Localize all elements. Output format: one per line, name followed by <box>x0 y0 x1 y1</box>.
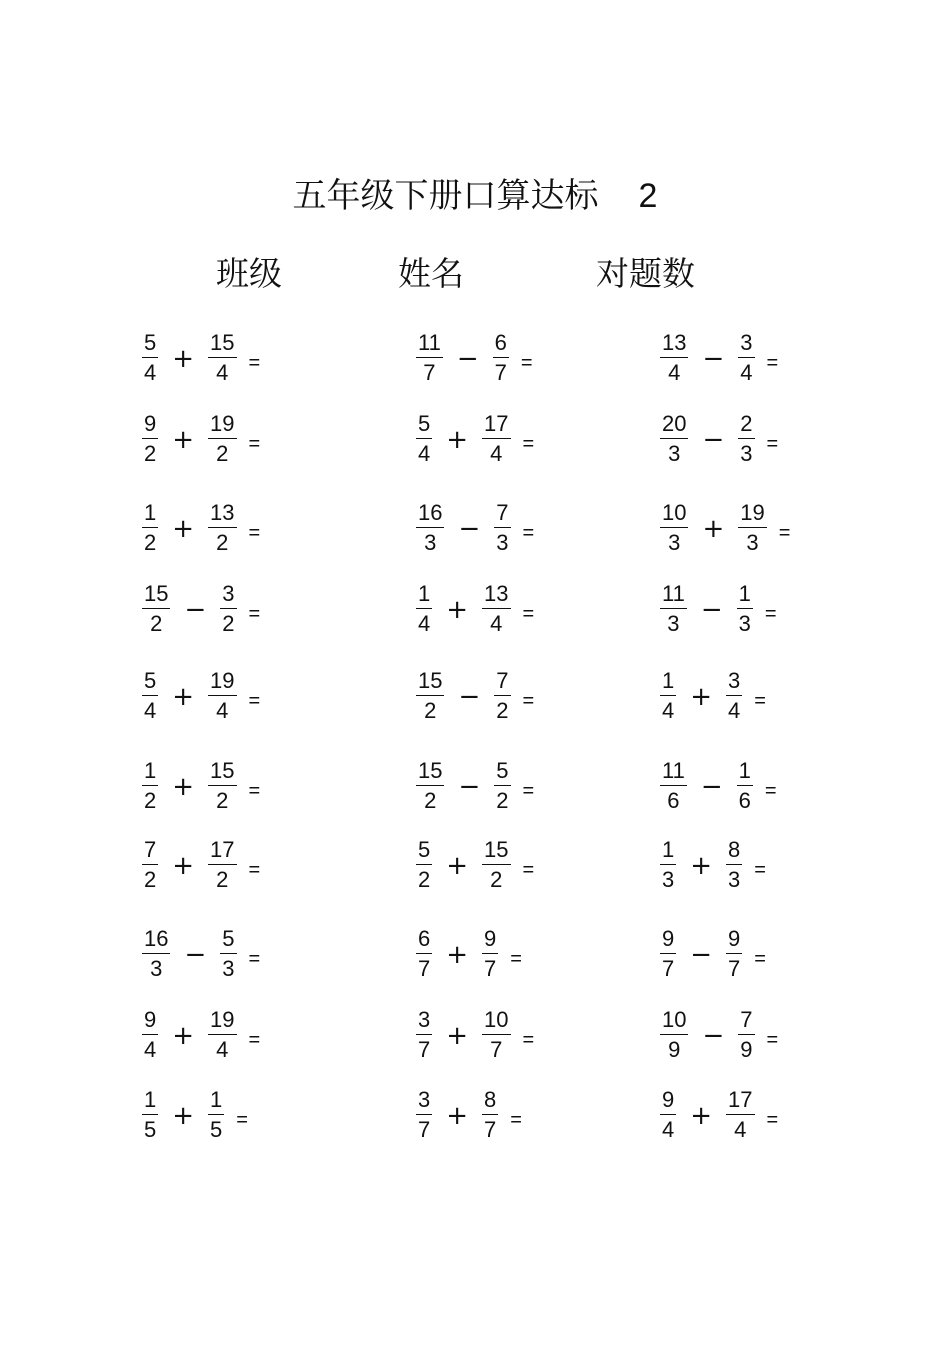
denominator: 7 <box>418 956 431 981</box>
fraction <box>482 583 510 635</box>
fraction <box>482 1009 510 1061</box>
fraction <box>416 839 432 891</box>
numerator: 1 <box>142 1089 158 1115</box>
plus-operator: + <box>690 851 713 881</box>
denominator: 3 <box>662 867 675 892</box>
numerator: 1 <box>208 1089 224 1115</box>
fraction <box>494 670 510 722</box>
equals-sign: = <box>248 351 261 374</box>
equals-sign: = <box>520 351 533 374</box>
numerator: 9 <box>142 413 158 439</box>
equals-sign: = <box>522 521 535 544</box>
numerator: 20 <box>660 413 688 439</box>
denominator: 4 <box>144 1037 157 1062</box>
fraction <box>208 502 236 554</box>
denominator: 3 <box>424 530 437 555</box>
fraction <box>416 1009 432 1061</box>
numerator: 10 <box>660 1009 688 1035</box>
minus-operator: − <box>690 940 713 970</box>
fraction <box>416 413 432 465</box>
fraction <box>494 502 510 554</box>
plus-operator: + <box>172 1021 195 1051</box>
fraction <box>416 332 443 384</box>
plus-operator: + <box>172 772 195 802</box>
fraction <box>416 670 444 722</box>
fraction <box>142 583 170 635</box>
problem-row <box>660 1087 778 1143</box>
fraction <box>208 670 236 722</box>
denominator: 6 <box>738 788 751 813</box>
fraction <box>726 839 742 891</box>
denominator: 5 <box>210 1117 223 1142</box>
minus-operator: − <box>458 682 481 712</box>
fraction <box>660 670 676 722</box>
minus-operator: − <box>458 772 481 802</box>
denominator: 2 <box>418 867 431 892</box>
score-field-label: 对题数 <box>596 254 695 293</box>
numerator: 3 <box>416 1089 432 1115</box>
denominator: 3 <box>150 956 163 981</box>
equals-sign: = <box>754 858 766 881</box>
plus-operator: + <box>702 514 725 544</box>
numerator: 13 <box>482 583 510 609</box>
numerator: 3 <box>726 670 742 696</box>
equals-sign: = <box>764 602 777 625</box>
fraction <box>142 413 158 465</box>
numerator: 6 <box>416 928 432 954</box>
equals-sign: = <box>510 947 522 970</box>
denominator: 4 <box>668 360 681 385</box>
denominator: 4 <box>490 441 503 466</box>
numerator: 5 <box>220 928 236 954</box>
title-text: 五年级下册口算达标 <box>292 176 599 216</box>
fraction <box>660 502 688 554</box>
fraction <box>660 583 687 635</box>
fraction <box>416 928 432 980</box>
denominator: 2 <box>496 698 509 723</box>
equals-sign: = <box>248 779 261 802</box>
problem-row <box>142 1087 248 1143</box>
plus-operator: + <box>446 851 469 881</box>
numerator: 10 <box>482 1009 510 1035</box>
plus-operator: + <box>446 595 469 625</box>
title-number: 2 <box>638 177 658 215</box>
numerator: 9 <box>482 928 498 954</box>
numerator: 19 <box>208 413 236 439</box>
denominator: 2 <box>216 441 229 466</box>
fraction <box>482 839 510 891</box>
denominator: 2 <box>496 788 509 813</box>
fraction <box>142 332 158 384</box>
numerator: 5 <box>142 670 158 696</box>
fraction <box>738 332 754 384</box>
fraction <box>416 760 444 812</box>
denominator: 4 <box>216 698 229 723</box>
page-title <box>0 168 950 217</box>
problem-row <box>416 500 534 556</box>
fraction <box>738 413 754 465</box>
numerator: 11 <box>416 332 443 358</box>
problem-row <box>416 411 534 467</box>
numerator: 17 <box>208 839 236 865</box>
numerator: 9 <box>142 1009 158 1035</box>
fraction <box>416 1089 432 1141</box>
denominator: 4 <box>662 1117 675 1142</box>
equals-sign: = <box>522 432 535 455</box>
numerator: 19 <box>208 1009 236 1035</box>
numerator: 15 <box>416 670 444 696</box>
equals-sign: = <box>522 858 535 881</box>
problem-row <box>416 668 534 724</box>
denominator: 4 <box>490 611 503 636</box>
minus-operator: − <box>458 514 481 544</box>
problem-row <box>660 668 766 724</box>
fraction <box>660 1009 688 1061</box>
numerator: 19 <box>738 502 766 528</box>
denominator: 7 <box>418 1037 431 1062</box>
problem-row <box>416 330 533 386</box>
equals-sign: = <box>766 1028 779 1051</box>
problem-row <box>142 758 260 814</box>
denominator: 4 <box>728 698 741 723</box>
equals-sign: = <box>522 1028 535 1051</box>
class-field-label: 班级 <box>216 254 282 293</box>
denominator: 7 <box>728 956 741 981</box>
numerator: 1 <box>737 760 753 786</box>
numerator: 16 <box>142 928 170 954</box>
plus-operator: + <box>446 1021 469 1051</box>
fraction <box>142 928 170 980</box>
denominator: 7 <box>423 360 436 385</box>
problem-row <box>660 411 778 467</box>
problem-row <box>660 926 766 982</box>
numerator: 9 <box>726 928 742 954</box>
denominator: 2 <box>150 611 163 636</box>
denominator: 4 <box>418 611 431 636</box>
fraction <box>482 928 498 980</box>
denominator: 3 <box>740 441 753 466</box>
problem-row <box>142 581 260 637</box>
equals-sign: = <box>248 432 261 455</box>
fraction <box>208 413 236 465</box>
problem-row <box>142 330 260 386</box>
numerator: 8 <box>726 839 742 865</box>
fraction <box>660 760 687 812</box>
problem-row <box>142 500 260 556</box>
denominator: 4 <box>418 441 431 466</box>
numerator: 9 <box>660 928 676 954</box>
equals-sign: = <box>510 1108 522 1131</box>
fraction <box>737 760 753 812</box>
plus-operator: + <box>172 1101 195 1131</box>
problem-row <box>660 1007 778 1063</box>
numerator: 6 <box>493 332 509 358</box>
fraction <box>208 839 236 891</box>
denominator: 2 <box>222 611 235 636</box>
denominator: 2 <box>144 530 157 555</box>
denominator: 4 <box>144 698 157 723</box>
numerator: 7 <box>494 502 510 528</box>
denominator: 7 <box>494 360 507 385</box>
plus-operator: + <box>690 682 713 712</box>
problem-row <box>142 1007 260 1063</box>
minus-operator: − <box>702 1021 725 1051</box>
problem-row <box>416 837 534 893</box>
denominator: 6 <box>667 788 680 813</box>
denominator: 3 <box>222 956 235 981</box>
fraction <box>482 1089 498 1141</box>
denominator: 2 <box>490 867 503 892</box>
equals-sign: = <box>522 779 535 802</box>
fraction <box>482 413 510 465</box>
problem-row <box>660 581 777 637</box>
numerator: 5 <box>416 839 432 865</box>
fraction <box>660 839 676 891</box>
plus-operator: + <box>172 682 195 712</box>
denominator: 2 <box>216 530 229 555</box>
fraction <box>493 332 509 384</box>
problem-row <box>416 1087 522 1143</box>
equals-sign: = <box>248 1028 261 1051</box>
numerator: 7 <box>494 670 510 696</box>
denominator: 7 <box>484 1117 497 1142</box>
denominator: 3 <box>728 867 741 892</box>
fraction <box>416 583 432 635</box>
equals-sign: = <box>766 351 779 374</box>
problem-row <box>416 758 534 814</box>
fraction <box>726 928 742 980</box>
fraction <box>208 1009 236 1061</box>
numerator: 1 <box>416 583 432 609</box>
denominator: 3 <box>668 441 681 466</box>
problem-row <box>416 926 522 982</box>
denominator: 2 <box>216 867 229 892</box>
fraction <box>208 1089 224 1141</box>
denominator: 4 <box>662 698 675 723</box>
numerator: 1 <box>142 502 158 528</box>
numerator: 13 <box>660 332 688 358</box>
denominator: 4 <box>740 360 753 385</box>
fraction <box>142 502 158 554</box>
numerator: 11 <box>660 583 687 609</box>
equals-sign: = <box>754 689 766 712</box>
numerator: 19 <box>208 670 236 696</box>
equals-sign: = <box>522 689 535 712</box>
plus-operator: + <box>172 425 195 455</box>
problem-row <box>416 1007 534 1063</box>
denominator: 2 <box>144 441 157 466</box>
problem-row <box>142 668 260 724</box>
numerator: 17 <box>482 413 510 439</box>
denominator: 2 <box>144 788 157 813</box>
problem-row <box>416 581 534 637</box>
problem-row <box>660 758 777 814</box>
numerator: 7 <box>738 1009 754 1035</box>
plus-operator: + <box>690 1101 713 1131</box>
numerator: 15 <box>208 760 236 786</box>
fraction <box>142 839 158 891</box>
denominator: 7 <box>662 956 675 981</box>
minus-operator: − <box>184 940 207 970</box>
fraction <box>220 928 236 980</box>
minus-operator: − <box>700 772 723 802</box>
minus-operator: − <box>700 595 723 625</box>
fraction <box>660 1089 676 1141</box>
denominator: 5 <box>144 1117 157 1142</box>
fraction <box>660 928 676 980</box>
fraction <box>142 1009 158 1061</box>
equals-sign: = <box>236 1108 248 1131</box>
numerator: 15 <box>482 839 510 865</box>
denominator: 4 <box>144 360 157 385</box>
fraction <box>142 670 158 722</box>
problem-row <box>142 411 260 467</box>
equals-sign: = <box>248 521 261 544</box>
numerator: 7 <box>142 839 158 865</box>
plus-operator: + <box>446 425 469 455</box>
equals-sign: = <box>754 947 766 970</box>
denominator: 3 <box>738 611 751 636</box>
denominator: 4 <box>216 360 229 385</box>
numerator: 1 <box>660 839 676 865</box>
denominator: 3 <box>667 611 680 636</box>
denominator: 9 <box>668 1037 681 1062</box>
plus-operator: + <box>172 344 195 374</box>
fraction <box>142 1089 158 1141</box>
numerator: 15 <box>416 760 444 786</box>
minus-operator: − <box>184 595 207 625</box>
fraction <box>738 502 766 554</box>
denominator: 7 <box>490 1037 503 1062</box>
equals-sign: = <box>778 521 791 544</box>
numerator: 8 <box>482 1089 498 1115</box>
numerator: 2 <box>738 413 754 439</box>
fraction <box>737 583 753 635</box>
fraction <box>142 760 158 812</box>
numerator: 1 <box>142 760 158 786</box>
fraction <box>660 332 688 384</box>
denominator: 3 <box>668 530 681 555</box>
numerator: 5 <box>416 413 432 439</box>
numerator: 1 <box>737 583 753 609</box>
fraction <box>220 583 236 635</box>
plus-operator: + <box>446 940 469 970</box>
numerator: 3 <box>220 583 236 609</box>
denominator: 2 <box>216 788 229 813</box>
equals-sign: = <box>248 689 261 712</box>
numerator: 13 <box>208 502 236 528</box>
fraction <box>494 760 510 812</box>
fraction <box>208 760 236 812</box>
numerator: 5 <box>494 760 510 786</box>
denominator: 2 <box>424 788 437 813</box>
numerator: 9 <box>660 1089 676 1115</box>
equals-sign: = <box>764 779 777 802</box>
numerator: 3 <box>738 332 754 358</box>
denominator: 9 <box>740 1037 753 1062</box>
problem-row <box>660 500 790 556</box>
denominator: 2 <box>424 698 437 723</box>
numerator: 17 <box>726 1089 754 1115</box>
denominator: 4 <box>734 1117 747 1142</box>
fraction <box>738 1009 754 1061</box>
fraction <box>208 332 236 384</box>
fraction <box>416 502 444 554</box>
minus-operator: − <box>456 344 479 374</box>
problem-row <box>142 837 260 893</box>
problem-row <box>142 926 260 982</box>
numerator: 1 <box>660 670 676 696</box>
numerator: 15 <box>208 332 236 358</box>
denominator: 7 <box>418 1117 431 1142</box>
minus-operator: − <box>702 425 725 455</box>
denominator: 4 <box>216 1037 229 1062</box>
equals-sign: = <box>248 858 261 881</box>
fraction <box>726 1089 754 1141</box>
equals-sign: = <box>766 1108 779 1131</box>
equals-sign: = <box>248 947 261 970</box>
denominator: 3 <box>496 530 509 555</box>
denominator: 7 <box>484 956 497 981</box>
numerator: 5 <box>142 332 158 358</box>
fraction <box>726 670 742 722</box>
denominator: 2 <box>144 867 157 892</box>
denominator: 3 <box>746 530 759 555</box>
numerator: 16 <box>416 502 444 528</box>
plus-operator: + <box>172 851 195 881</box>
minus-operator: − <box>702 344 725 374</box>
problem-row <box>660 330 778 386</box>
numerator: 10 <box>660 502 688 528</box>
numerator: 15 <box>142 583 170 609</box>
fraction <box>660 413 688 465</box>
equals-sign: = <box>766 432 779 455</box>
equals-sign: = <box>248 602 261 625</box>
numerator: 3 <box>416 1009 432 1035</box>
name-field-label: 姓名 <box>398 254 464 293</box>
equals-sign: = <box>522 602 535 625</box>
numerator: 11 <box>660 760 687 786</box>
plus-operator: + <box>446 1101 469 1131</box>
plus-operator: + <box>172 514 195 544</box>
problem-row <box>660 837 766 893</box>
